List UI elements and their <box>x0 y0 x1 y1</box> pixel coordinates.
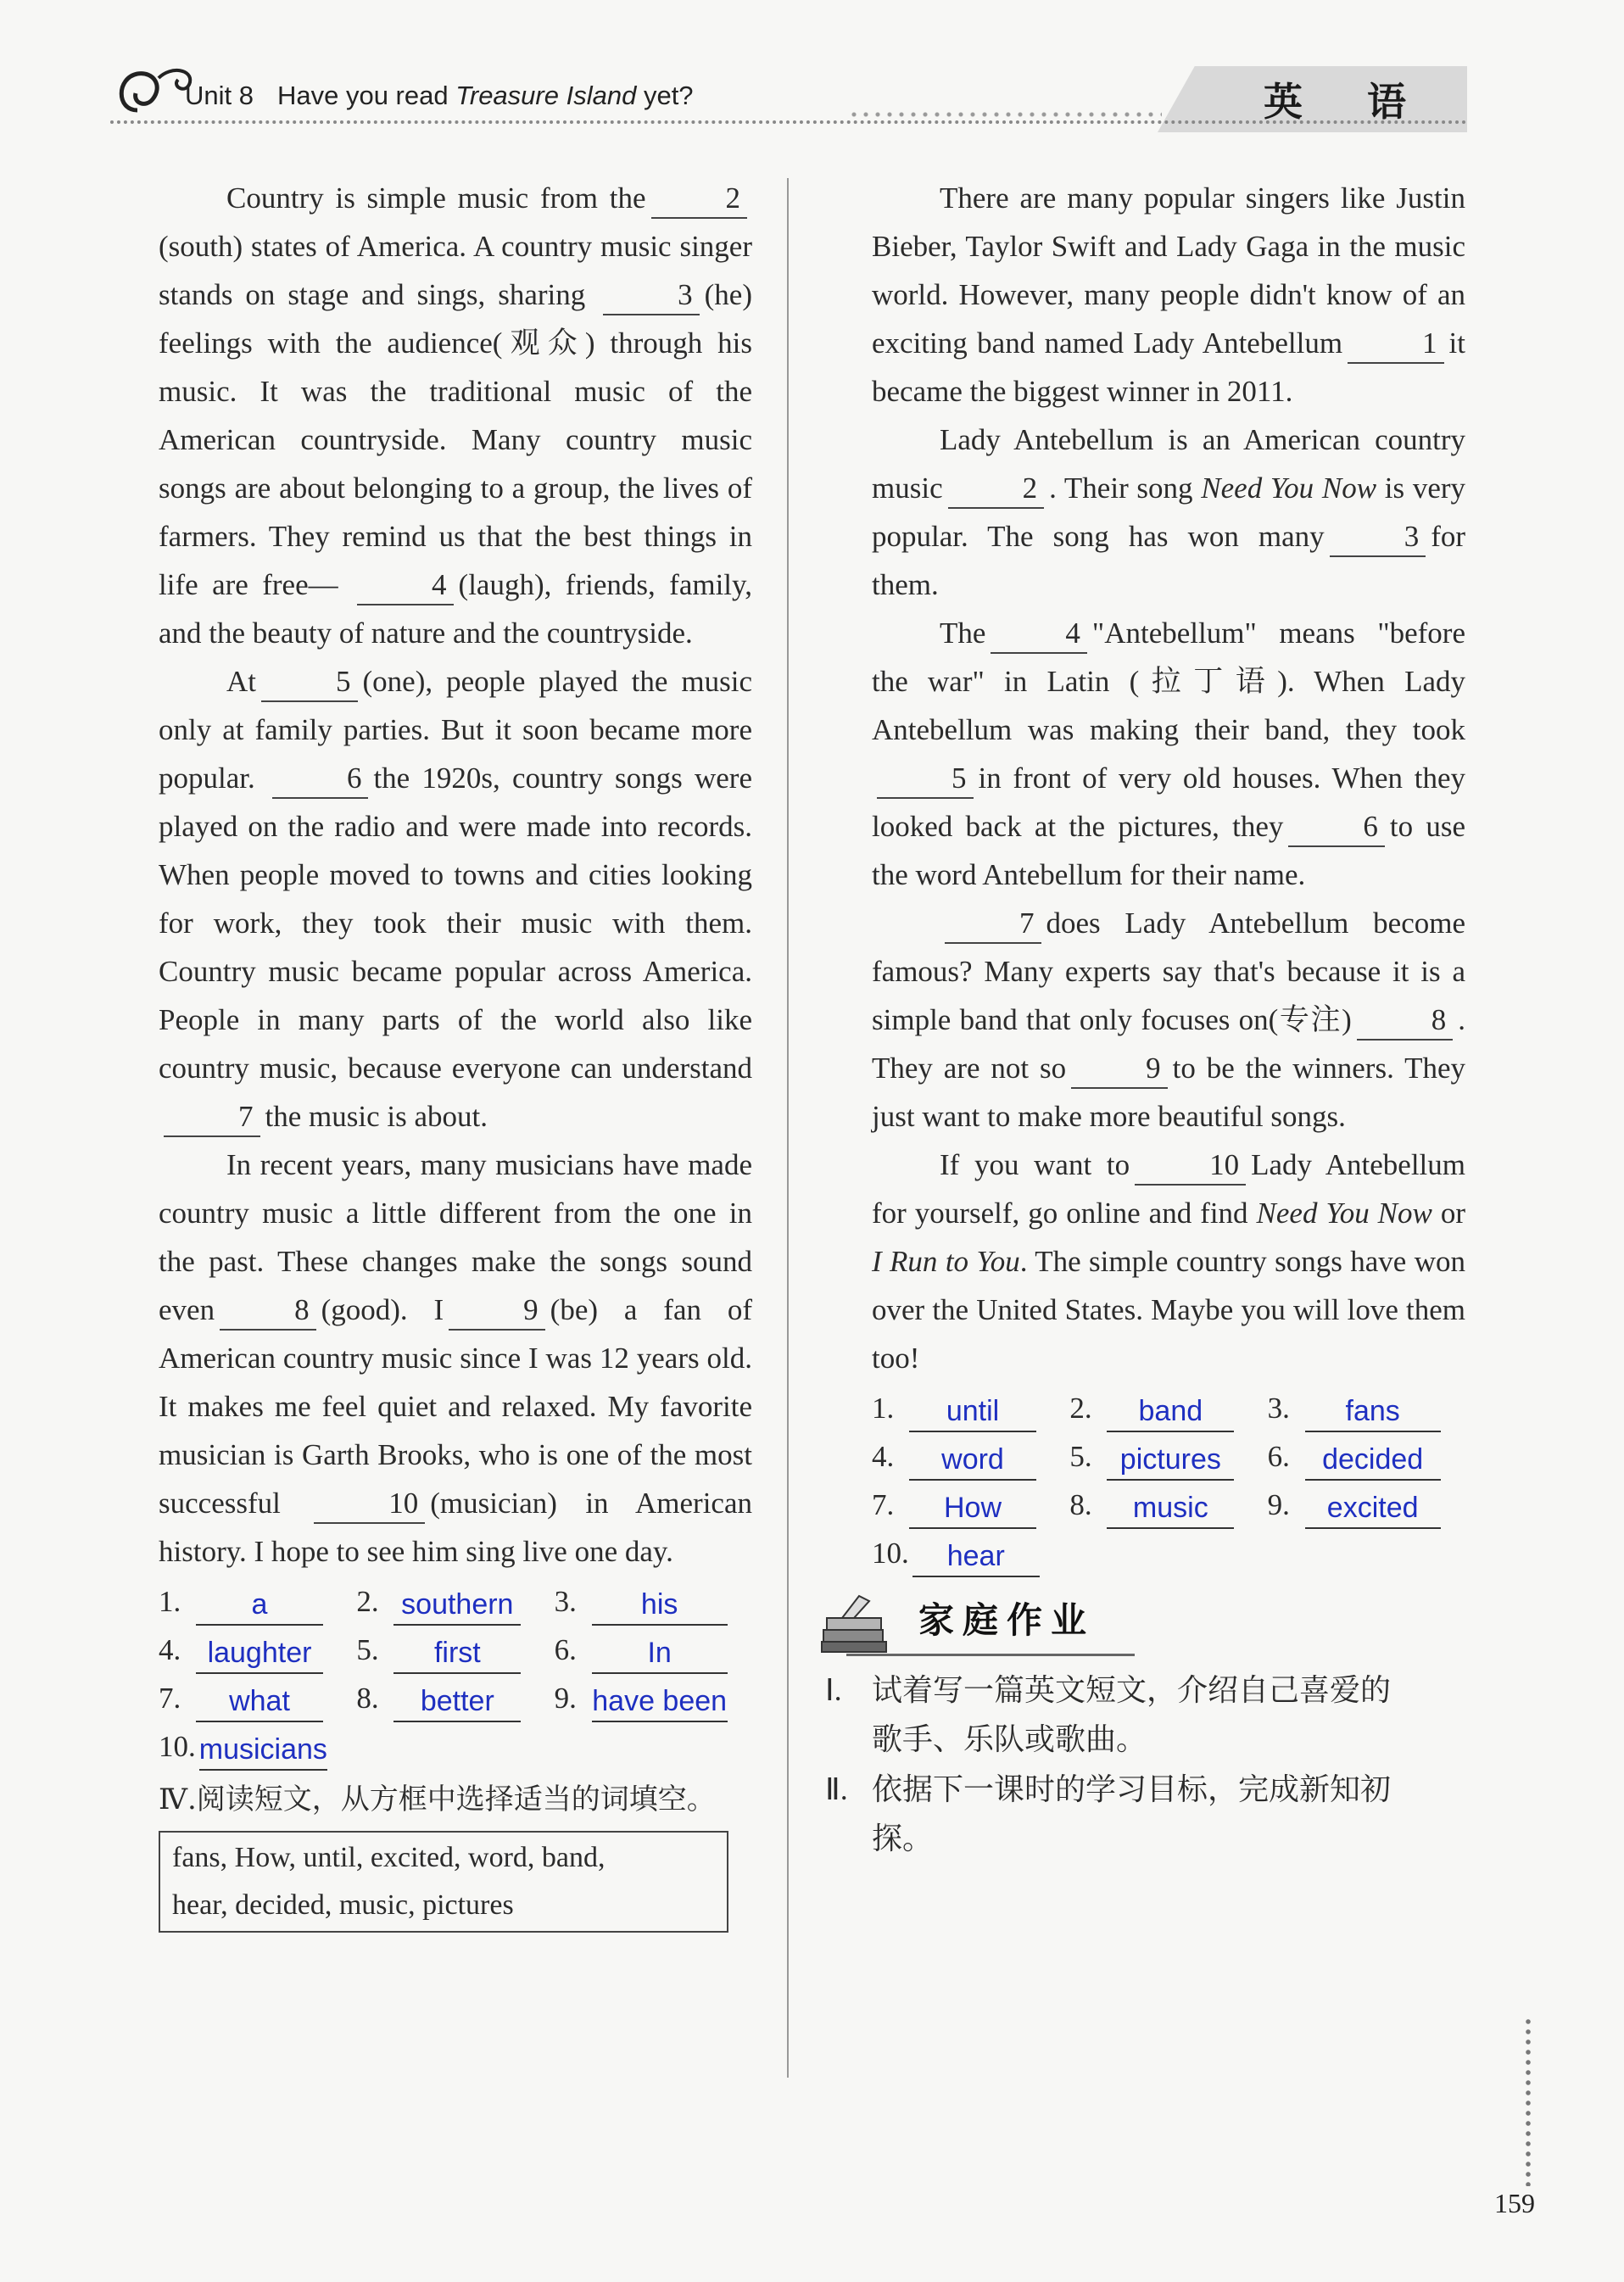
answer-field[interactable]: better <box>393 1682 521 1722</box>
answer-field[interactable]: fans <box>1305 1392 1441 1432</box>
right-paragraph-5: If you want to 10 Lady Antebellum for yourself, go online and find Need You Now or I Run to You. The simple country songs have won over the United States. Maybe you will love them too! <box>872 1148 1466 1375</box>
blank-3: 3 <box>1330 518 1426 557</box>
margin-dots <box>1525 2017 1532 2186</box>
column-divider <box>787 178 789 2078</box>
answer-field[interactable]: music <box>1107 1488 1234 1529</box>
answer-field[interactable]: a <box>196 1585 323 1626</box>
answer-field[interactable]: word <box>909 1440 1036 1481</box>
homework-item-1: Ⅰ. 试着写一篇英文短文，介绍自己喜爱的 歌手、乐队或歌曲。 <box>825 1673 1392 1757</box>
blank-4: 4 <box>991 615 1087 654</box>
right-paragraph-1: There are many popular singers like Justin Bieber, Taylor Swift and Lady Gaga in the music world. However, many people didn't know of an exciting band named Lady Antebellum 1 it became the biggest winner in 2011. <box>872 181 1465 408</box>
word-box: fans, How, until, excited, word, band, hear, decided, music, pictures <box>159 1831 728 1933</box>
blank-2: 2 <box>651 180 748 219</box>
blank-4: 4 <box>357 566 454 605</box>
answer-field[interactable]: first <box>393 1633 521 1674</box>
blank-9: 9 <box>1071 1050 1168 1089</box>
blank-9: 9 <box>449 1292 545 1331</box>
unit-title: Unit 8 Have you read Treasure Island yet? <box>185 81 694 110</box>
blank-7: 7 <box>164 1098 260 1137</box>
answer-field[interactable]: what <box>196 1682 323 1722</box>
answer-field[interactable]: musicians <box>199 1730 327 1771</box>
homework-banner <box>872 1589 1465 1665</box>
answer-field[interactable]: excited <box>1305 1488 1441 1529</box>
homework-title: 家庭作业 <box>918 1599 1096 1641</box>
answer-field[interactable]: decided <box>1305 1440 1441 1481</box>
blank-6: 6 <box>1288 808 1385 847</box>
right-answers: 1. until 2. band 3. fans 4. word 5. pictures 6. decided 7. How 8. music 9. excited 10. hear <box>872 1384 1465 1577</box>
answer-field[interactable]: hear <box>912 1537 1040 1577</box>
answer-field[interactable]: band <box>1107 1392 1234 1432</box>
left-paragraph-1: Country is simple music from the 2(south) states of America. A country music singer stands on stage and sings, sharing 3 (he) feelings with the audience(观众) through his music. It was the traditional music of the American countryside. Many country music songs are about belonging to a group, the lives of farmers. They remind us that the best things in life are free— 4 (laugh), friends, family, and the beauty of nature and the countryside. <box>159 181 753 650</box>
right-paragraph-2: Lady Antebellum is an American country music 2 . Their song Need You Now is very popular. The song has won many 3 for them. <box>872 423 1466 601</box>
answer-field[interactable]: In <box>592 1633 728 1674</box>
answer-field[interactable]: southern <box>393 1585 521 1626</box>
page-number: 159 <box>1494 2188 1535 2218</box>
blank-6: 6 <box>272 760 369 799</box>
section-4-heading: Ⅳ.阅读短文，从方框中选择适当的词填空。 <box>159 1783 716 1816</box>
answer-field[interactable]: How <box>909 1488 1036 1529</box>
left-answers: 1. a 2. southern 3. his 4. laughter 5. first 6. In 7. what 8. better 9. have been 10. musicians <box>159 1577 752 1771</box>
homework-underline <box>846 1654 1135 1656</box>
books-icon <box>817 1589 893 1657</box>
blank-8: 8 <box>1357 1002 1454 1041</box>
blank-3: 3 <box>603 276 700 315</box>
blank-10: 10 <box>314 1485 425 1524</box>
blank-8: 8 <box>220 1292 316 1331</box>
blank-5: 5 <box>261 663 358 702</box>
header-dots <box>848 110 1162 119</box>
left-paragraph-2: At 5 (one), people played the music only at family parties. But it soon became more popular. 6 the 1920s, country songs were played on the radio and were made into records. When people moved to towns and cities looking for work, they took their music with them. Country music became popular across America. People in many parts of the world also like country music, because everyone can understand 7 the music is about. <box>159 657 752 1141</box>
left-paragraph-3: In recent years, many musicians have made country music a little different from the one in the past. These changes make the songs sound even 8 (good). I 9 (be) a fan of American country music since I was 12 years old. It makes me feel quiet and relaxed. My favorite musician is Garth Brooks, who is one of the most successful 10 (musician) in American history. I hope to see him sing live one day. <box>159 1148 753 1568</box>
left-column <box>159 174 752 1933</box>
blank-1: 1 <box>1348 325 1444 364</box>
right-paragraph-4: 7 does Lady Antebellum become famous? Many experts say that's because it is a simple band that only focuses on(专注) 8 . They are not so 9 to be the winners. They just want to make more beautiful songs. <box>872 907 1465 1133</box>
answer-field[interactable]: pictures <box>1107 1440 1234 1481</box>
answer-field[interactable]: have been <box>592 1682 728 1722</box>
blank-10: 10 <box>1135 1147 1246 1186</box>
answer-field[interactable]: until <box>909 1392 1036 1432</box>
swirl-logo-icon <box>112 61 197 120</box>
right-column <box>825 174 1466 1864</box>
homework-item-2: Ⅱ. 依据下一课时的学习目标，完成新知初 探。 <box>825 1772 1392 1856</box>
answer-field[interactable]: laughter <box>196 1633 323 1674</box>
header-rule <box>110 120 1467 124</box>
page-header <box>0 0 1624 144</box>
blank-7: 7 <box>945 905 1041 944</box>
right-paragraph-3: The 4 "Antebellum" means "before the war" in Latin (拉丁语). When Lady Antebellum was making their band, they took 5 in front of very old houses. When they looked back at the pictures, they 6 to use the word Antebellum for their name. <box>872 617 1465 891</box>
answer-field[interactable]: his <box>592 1585 728 1626</box>
subject-label: 英 语 <box>1264 79 1432 125</box>
blank-2: 2 <box>948 470 1045 509</box>
blank-5: 5 <box>877 760 974 799</box>
